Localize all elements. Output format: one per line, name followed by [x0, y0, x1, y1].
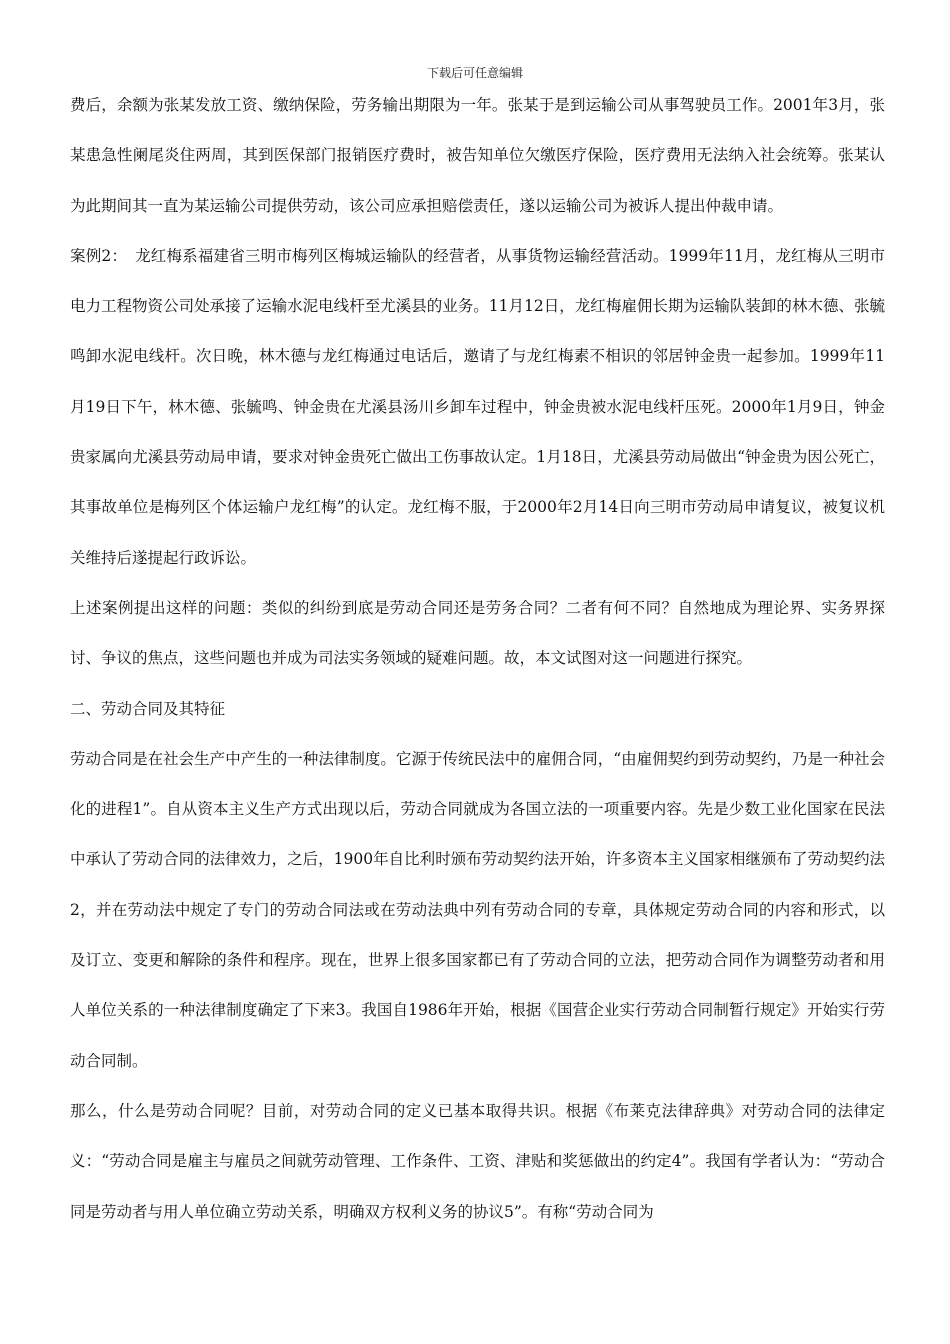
header-note: 下载后可任意编辑	[426, 66, 523, 80]
paragraph-labor-contract-history: 劳动合同是在社会生产中产生的一种法律制度。它源于传统民法中的雇佣合同，“由雇佣契约到劳动契约，乃是一种社会化的进程1”。自从资本主义生产方式出现以后，劳动合同就成为各国立法的一项重要内容。先是少数工业化国家在民法中承认了劳动合同的法律效力，之后，1900年自比利时颁布劳动契约法开始，许多资本主义国家相继颁布了劳动契约法2，并在劳动法中规定了专门的劳动合同法或在劳动法典中列有劳动合同的专章，具体规定劳动合同的内容和形式，以及订立、变更和解除的条件和程序。现在，世界上很多国家都已有了劳动合同的立法，把劳动合同作为调整劳动者和用人单位关系的一种法律制度确定了下来3。我国自1986年开始，根据《国营企业实行劳动合同制暂行规定》开始实行劳动合同制。	[70, 749, 885, 1070]
document-body	[70, 80, 885, 1237]
paragraph-case2: 案例2： 龙红梅系福建省三明市梅列区梅城运输队的经营者，从事货物运输经营活动。1999年11月，龙红梅从三明市电力工程物资公司处承接了运输水泥电线杆至尤溪县的业务。11月12日，龙红梅雇佣长期为运输队装卸的林木德、张毓鸣卸水泥电线杆。次日晚，林木德与龙红梅通过电话后，邀请了与龙红梅素不相识的邻居钟金贵一起参加。1999年11月19日下午，林木德、张毓鸣、钟金贵在尤溪县汤川乡卸车过程中，钟金贵被水泥电线杆压死。2000年1月9日，钟金贵家属向尤溪县劳动局申请，要求对钟金贵死亡做出工伤事故认定。1月18日，尤溪县劳动局做出“钟金贵为因公死亡，其事故单位是梅列区个体运输户龙红梅”的认定。龙红梅不服，于2000年2月14日向三明市劳动局申请复议，被复议机关维持后遂提起行政诉讼。	[70, 246, 885, 567]
paragraph-labor-contract-definition: 那么，什么是劳动合同呢？目前，对劳动合同的定义已基本取得共识。根据《布莱克法律辞典》对劳动合同的法律定义：“劳动合同是雇主与雇员之间就劳动管理、工作条件、工资、津贴和奖惩做出的约定4”。我国有学者认为：“劳动合同是劳动者与用人单位确立劳动关系，明确双方权利义务的协议5”。有称“劳动合同为	[70, 1101, 885, 1221]
paragraph-question: 上述案例提出这样的问题：类似的纠纷到底是劳动合同还是劳务合同？二者有何不同？自然地成为理论界、实务界探讨、争议的焦点，这些问题也并成为司法实务领域的疑难问题。故，本文试图对这一问题进行探究。	[70, 598, 885, 668]
section-heading: 二、劳动合同及其特征	[70, 699, 226, 718]
paragraph-case1-continuation: 费后，余额为张某发放工资、缴纳保险，劳务输出期限为一年。张某于是到运输公司从事驾驶员工作。2001年3月，张某患急性阑尾炎住两周，其到医保部门报销医疗费时，被告知单位欠缴医疗保险，医疗费用无法纳入社会统筹。张某认为此期间其一直为某运输公司提供劳动，该公司应承担赔偿责任，遂以运输公司为被诉人提出仲裁申请。	[70, 96, 885, 215]
